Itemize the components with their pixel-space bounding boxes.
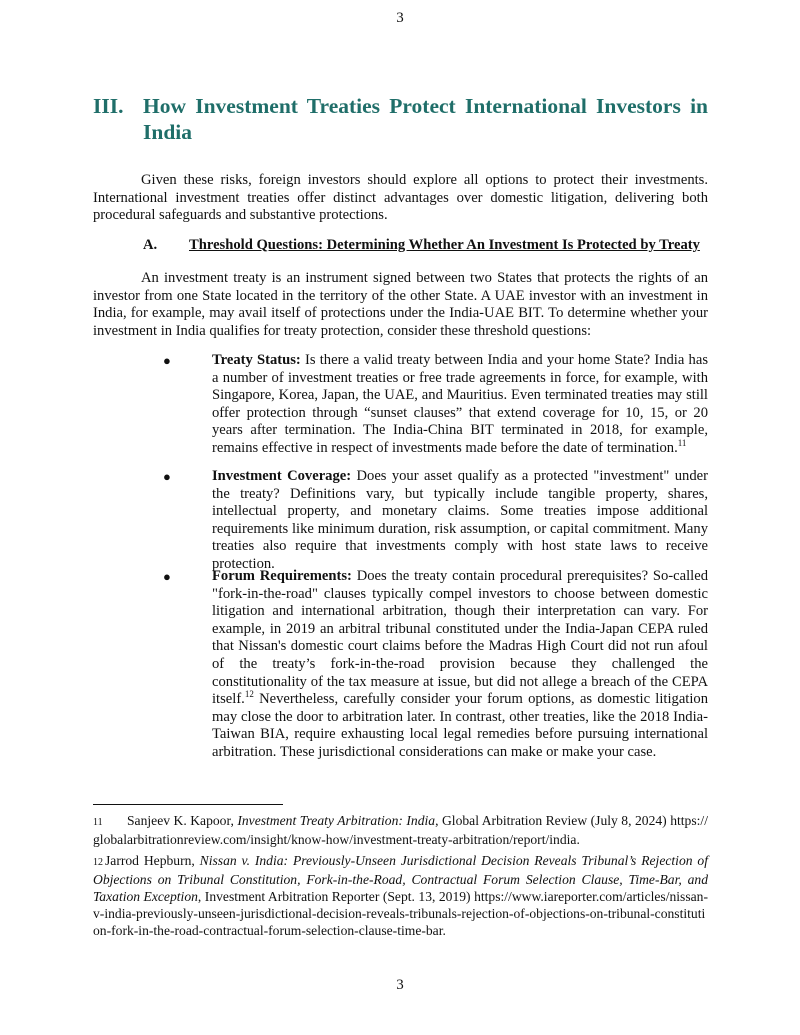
footnote-url[interactable]: https://globalarbitrationreview.com/insight/know-how/investment-treaty-arbitration/report/india. [93, 813, 708, 847]
footnote-source: , Investment Arbitration Reporter (Sept. 13, 2019) [197, 889, 475, 904]
section-heading [93, 93, 708, 145]
bullet-icon: ● [163, 569, 171, 584]
footnote-ref[interactable]: 12 [244, 689, 254, 700]
subsection-title: Threshold Questions: Determining Whether An Investment Is Protected by Treaty [189, 237, 700, 253]
footnote-author: Sanjeev K. Kapoor, [127, 813, 238, 828]
bullet-treaty-status [163, 352, 708, 458]
bullet-text: Does your asset qualify as a protected "investment" under the treaty? Definitions vary, but typically include tangible property, shares, intellectual property, and monetary claims. Some treaties impose additional requirements like minimum duration, risk assumption, or capital commitment. Many treaties also require that investments comply with host state laws to receive protection. [212, 468, 708, 572]
footnote-mark: 11 [93, 817, 103, 828]
footnote-author: Jarrod Hepburn, [105, 853, 200, 868]
bullet-label: Forum Requirements: [212, 568, 352, 584]
page-number-bottom: 3 [396, 977, 404, 993]
bullet-text-tail: Nevertheless, carefully consider your forum options, as domestic litigation may close the door to arbitration later. In contrast, other treaties, like the 2018 India-Taiwan BIA, require exhausting local legal remedies before pursuing international arbitration. These jurisdictional considerations can make or make your case. [212, 691, 708, 760]
subsection-letter: A. [143, 237, 158, 253]
footnote-11 [93, 812, 708, 848]
bullet-label: Treaty Status: [212, 352, 301, 368]
footnote-title: Nissan v. India: Previously-Unseen Jurisdictional Decision Reveals Tribunal’s Rejection of Objections on Tribunal Constitution, Fork-in-the-Road, Contractual Forum Selection Clause, Time-Bar, and Taxation Exception [93, 853, 708, 904]
footnote-12 [93, 852, 708, 939]
footnote-title: Investment Treaty Arbitration: India [237, 813, 436, 828]
bullet-body [212, 568, 708, 762]
bullet-investment-coverage [163, 468, 708, 574]
page-number-top: 3 [396, 10, 404, 26]
footnote-source: , Global Arbitration Review (July 8, 2024) [435, 813, 671, 828]
bullet-body [212, 352, 708, 458]
intro-paragraph: Given these risks, foreign investors should explore all options to protect their investments. International investment treaties offer distinct advantages over domestic litigation, delivering both procedural safeguards and substantive protections. [93, 172, 708, 224]
bullet-body [212, 468, 708, 574]
bullet-text: Does the treaty contain procedural prerequisites? So-called "fork-in-the-road" clauses typically compel investors to choose between domestic litigation and international arbitration, though their interpretation can vary. For example, in 2019 an arbitral tribunal constituted under the India-Japan CEPA ruled that Nissan's domestic court claims before the Madras High Court did not run afoul of the treaty’s fork-in-the-road provision because they challenged the constitutionality of the tax measure at issue, but did not allege a breach of the CEPA itself. [212, 568, 708, 708]
threshold-paragraph: An investment treaty is an instrument signed between two States that protects the rights of an investor from one State located in the territory of the other State. A UAE investor with an investment in India, for example, may avail itself of protections under the India-UAE BIT. To determine whether your investment in India qualifies for treaty protection, consider these threshold questions: [93, 270, 708, 339]
bullet-forum-requirements [163, 568, 708, 762]
section-title: How Investment Treaties Protect International Investors in India [143, 94, 708, 144]
footnote-url[interactable]: https://www.iareporter.com/articles/nissan-v-india-previously-unseen-jurisdictional-decision-reveals-tribunals-rejection-of-objections-on-tribunal-constitution-fork-in-the-road-contractual-forum-selection-clause-time-bar. [93, 889, 708, 938]
bullet-text: Is there a valid treaty between India and your home State? India has a number of investment treaties or free trade agreements in force, for example, with Singapore, Korea, Japan, the UAE, and Mauritius. Even terminated treaties may still offer protection through “sunset clauses” that extend coverage for 10, 15, or 20 years after termination. The India-China BIT terminated in 2018, for example, remains effective in respect of investments made before the date of termination. [212, 352, 708, 456]
bullet-icon: ● [163, 353, 171, 368]
footnote-ref[interactable]: 11 [677, 438, 687, 449]
bullet-label: Investment Coverage: [212, 468, 352, 484]
bullet-icon: ● [163, 469, 171, 484]
section-number: III. [93, 94, 124, 118]
footnote-separator [93, 804, 283, 805]
footnote-mark: 12 [93, 857, 103, 868]
